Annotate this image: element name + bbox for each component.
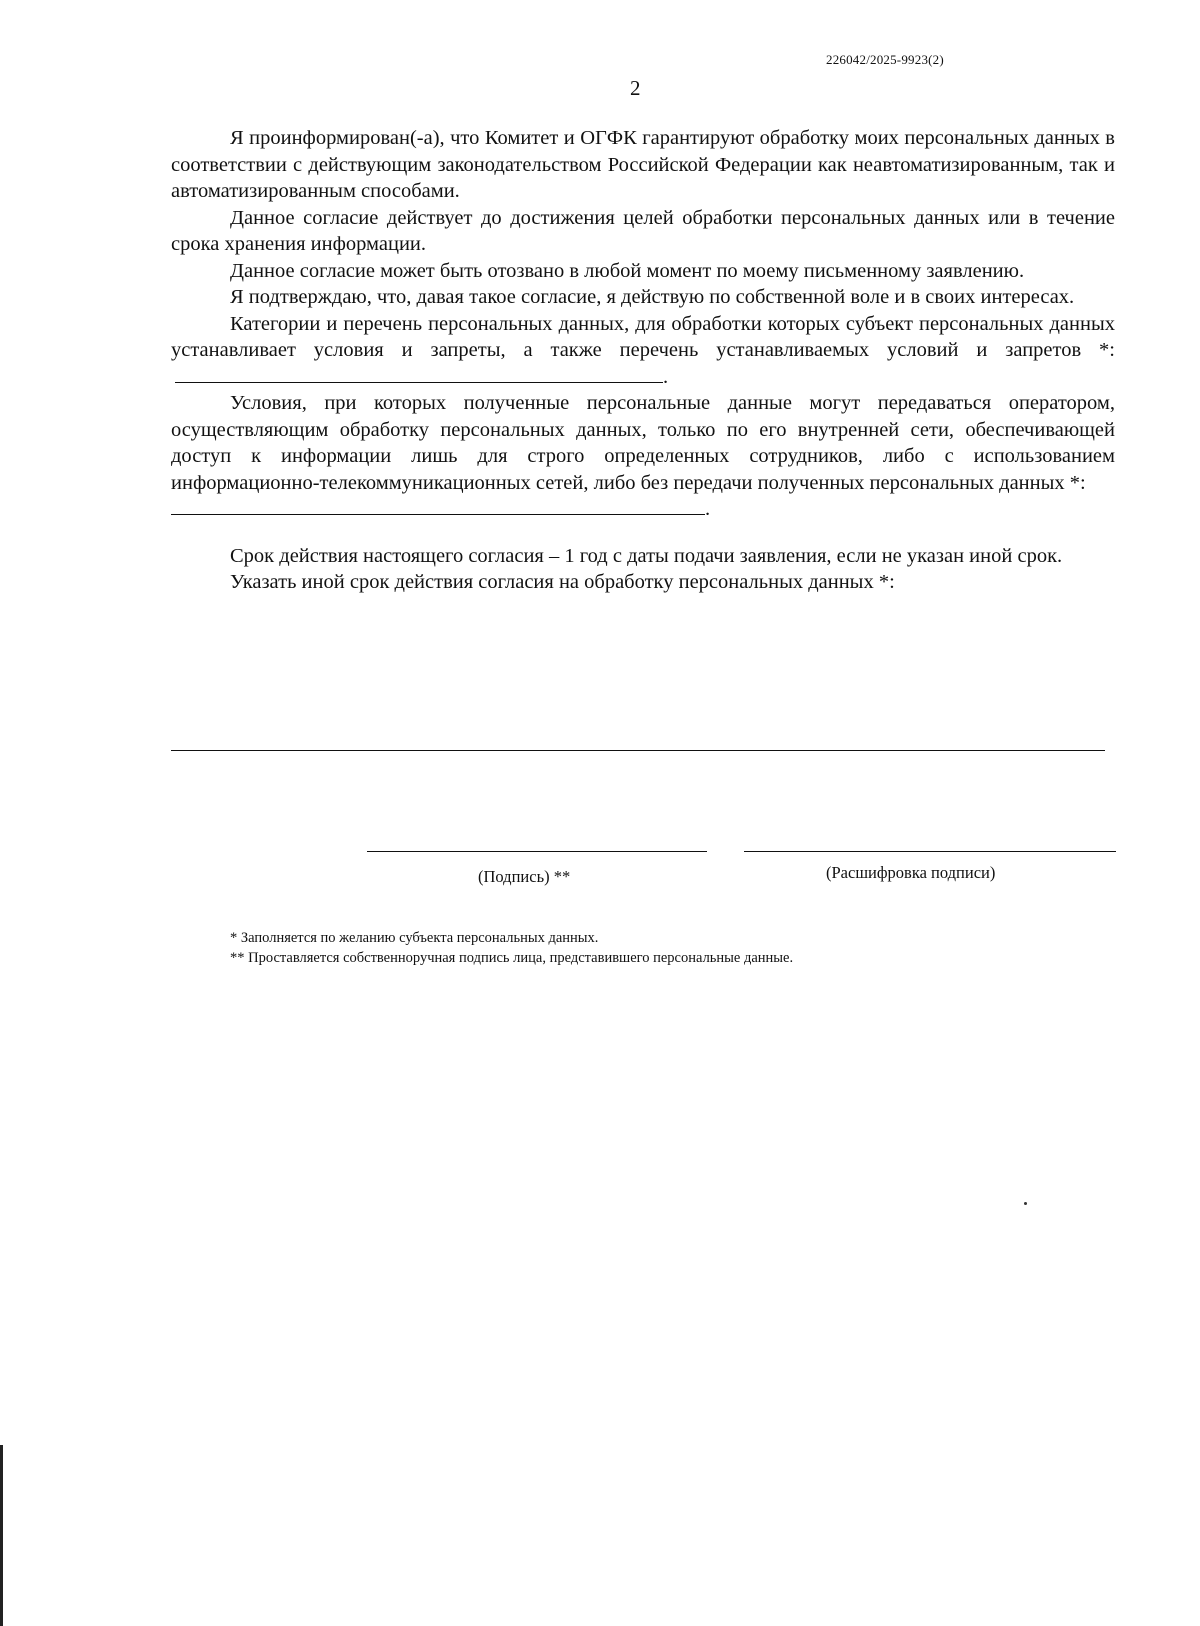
paragraph-other-term: Указать иной срок действия согласия на обработку персональных данных *: — [230, 571, 895, 593]
paragraph-guarantee: Я проинформирован(-а), что Комитет и ОГФК гарантируют обработку моих персональных данных в соответствии с действующим законодательством Российской Федерации как неавтоматизированным, так и автоматизированным способами. — [171, 127, 1115, 202]
scan-edge-artifact — [0, 1445, 3, 1626]
categories-period: . — [663, 365, 669, 388]
footnote-handwritten: ** Проставляется собственноручная подпись лица, представившего персональные данные. — [230, 950, 794, 966]
paragraph-categories — [171, 311, 1115, 391]
consent-body — [171, 125, 1115, 596]
paragraph-term: Срок действия настоящего согласия – 1 год с даты подачи заявления, если не указан иной срок. — [230, 544, 1063, 567]
signature-decode-line[interactable] — [744, 851, 1116, 852]
other-term-fill-line[interactable] — [171, 750, 1105, 751]
conditions-fill-row — [171, 496, 1115, 523]
footnote-optional: * Заполняется по желанию субъекта персональных данных. — [230, 930, 599, 946]
conditions-fill-line[interactable] — [171, 496, 705, 515]
categories-text: Категории и перечень персональных данных, для обработки которых субъект персональных данных устанавливает условия и запреты, а также перечень устанавливаемых условий и запретов *: — [171, 312, 1115, 361]
signature-caption: (Подпись) ** — [478, 867, 571, 886]
conditions-period: . — [705, 498, 711, 520]
footnotes — [230, 928, 793, 968]
scan-speck — [1024, 1202, 1027, 1205]
paragraph-validity: Данное согласие действует до достижения целей обработки персональных данных или в течение срока хранения информации. — [171, 206, 1115, 255]
signature-line[interactable] — [367, 851, 707, 852]
spacer — [171, 523, 1115, 543]
paragraph-confirmation: Я подтверждаю, что, давая такое согласие, я действую по собственной воле и в своих интересах. — [230, 286, 1075, 308]
signature-decode-caption: (Расшифровка подписи) — [826, 863, 996, 882]
page-number: 2 — [630, 76, 641, 100]
document-number: 226042/2025-9923(2) — [826, 52, 944, 67]
paragraph-conditions: Условия, при которых полученные персональные данные могут передаваться оператором, осуществляющим обработку персональных данных, только по его внутренней сети, обеспечивающей доступ к информации лишь для строго определенных сотрудников, либо с использованием информационно-телекоммуникационных сетей, либо без передачи полученных персональных данных *: — [171, 392, 1115, 494]
paragraph-revocation: Данное согласие может быть отозвано в любой момент по моему письменному заявлению. — [230, 259, 1025, 282]
categories-fill-line[interactable] — [175, 364, 663, 383]
